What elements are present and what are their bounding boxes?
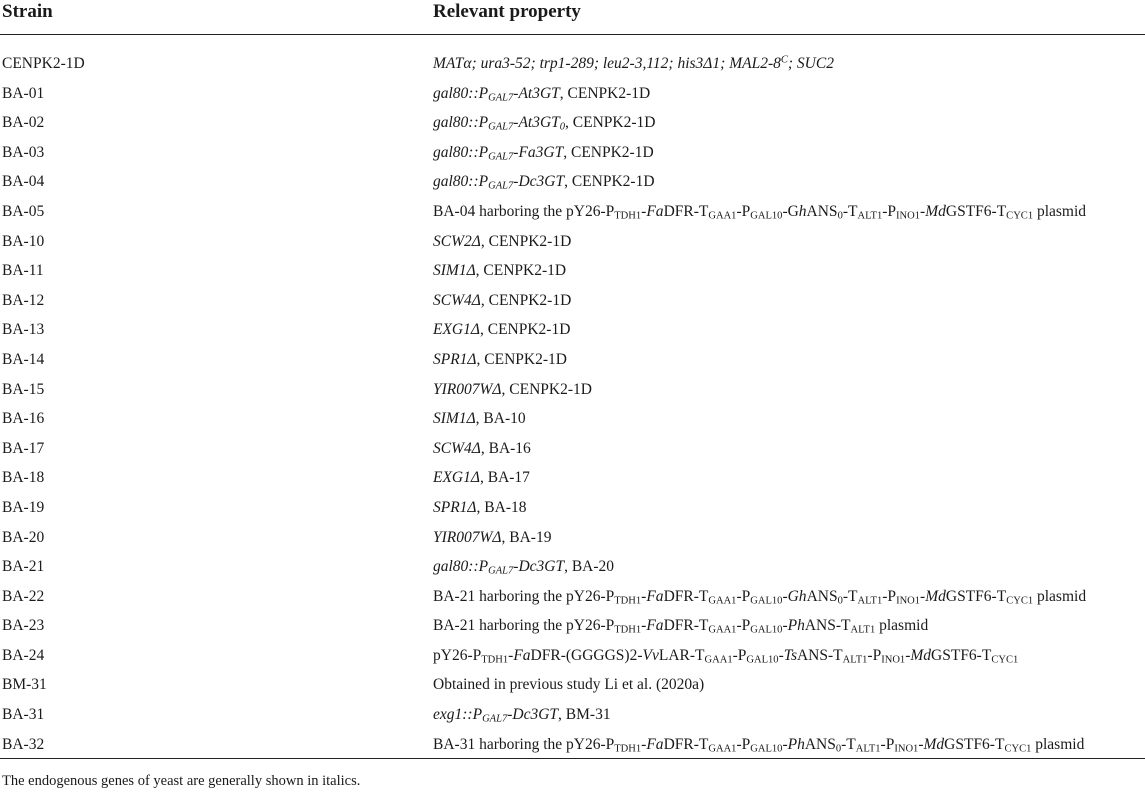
table-footnote: The endogenous genes of yeast are generally shown in italics. <box>2 773 361 789</box>
strain-cell: BA-05 <box>2 202 45 220</box>
strain-cell: CENPK2-1D <box>2 55 85 72</box>
strain-cell: BA-20 <box>2 528 45 546</box>
property-cell: YIR007WΔ, BA-19 <box>433 528 552 546</box>
strain-cell: BA-31 <box>2 706 45 724</box>
property-cell: $gal80::P_{GAL7}-Dc3GT$, BA-20 <box>433 558 615 577</box>
strain-cell: BA-01 <box>2 84 45 102</box>
table-row <box>0 434 1145 464</box>
property-cell: $exg1::P_{GAL7}-Dc3GT$, BM-31 <box>433 706 611 725</box>
table-row <box>0 463 1145 493</box>
strain-cell: BA-02 <box>2 114 45 132</box>
table-row <box>0 345 1145 375</box>
property-cell: EXG1Δ, CENPK2-1D <box>433 321 571 339</box>
property-cell: SCW2Δ, CENPK2-1D <box>433 232 572 250</box>
table-row <box>0 730 1145 760</box>
strain-cell: BA-12 <box>2 291 45 309</box>
strain-cell: BA-03 <box>2 143 45 161</box>
property-cell: Obtained in previous study Li et al. (2020a) <box>433 676 705 694</box>
property-cell: $gal80::P_{GAL7}-Fa3GT$, CENPK2-1D <box>433 143 654 163</box>
table-row <box>0 167 1145 197</box>
strain-cell: BA-15 <box>2 380 45 398</box>
table-bottom-rule <box>0 758 1145 759</box>
strain-cell: BA-04 <box>2 173 45 191</box>
table-row <box>0 552 1145 582</box>
strain-cell: BA-11 <box>2 262 44 280</box>
property-cell: $gal80::P_{GAL7}-Dc3GT$, CENPK2-1D <box>433 173 655 192</box>
property-cell: SCW4Δ, CENPK2-1D <box>433 291 572 309</box>
table-row <box>0 670 1145 700</box>
property-cell: BA-21 harboring the $pY26-P_{TDH1}-FaDFR-T_{GAA1}-P_{GAL10}-PhANS-T_{ALT1}$ plasmid <box>433 617 929 636</box>
strain-cell: BA-32 <box>2 735 45 753</box>
table-row <box>0 197 1145 227</box>
property-cell: SIM1Δ, BA-10 <box>433 410 526 428</box>
table-row <box>0 375 1145 405</box>
table-row <box>0 523 1145 553</box>
property-cell: YIR007WΔ, CENPK2-1D <box>433 380 592 398</box>
strain-cell: BA-18 <box>2 469 45 487</box>
table-row <box>0 286 1145 316</box>
table-body <box>0 49 1145 759</box>
table-row <box>0 108 1145 138</box>
property-cell: BA-31 harboring the $pY26-P_{TDH1}-FaDFR-T_{GAA1}-P_{GAL10}-PhANS_0-T_{ALT1}-P_{INO1}-MdGSTF6-T_{CYC1}$ plasmid <box>433 735 1085 755</box>
strain-cell: BA-23 <box>2 617 45 635</box>
strain-cell: BA-24 <box>2 646 45 664</box>
strain-cell: BA-22 <box>2 587 45 605</box>
strain-cell: BA-16 <box>2 410 45 428</box>
property-cell: EXG1Δ, BA-17 <box>433 469 530 487</box>
property-cell: MATα; ura3-52; trp1-289; leu2-3,112; his3Δ1; $MAL2-8^C$; SUC2 <box>433 54 834 72</box>
table-row <box>0 582 1145 612</box>
table-row <box>0 49 1145 79</box>
table-row <box>0 404 1145 434</box>
strain-cell: BM-31 <box>2 676 47 694</box>
strain-cell: BA-17 <box>2 439 45 457</box>
property-cell: SPR1Δ, BA-18 <box>433 498 527 516</box>
property-cell: SIM1Δ, CENPK2-1D <box>433 262 567 280</box>
strain-cell: BA-21 <box>2 558 45 576</box>
table-row <box>0 79 1145 109</box>
table-row <box>0 493 1145 523</box>
table-row <box>0 315 1145 345</box>
strain-cell: BA-14 <box>2 350 45 368</box>
table-row <box>0 138 1145 168</box>
property-cell: $gal80::P_{GAL7}-At3GT_0$, CENPK2-1D <box>433 114 656 133</box>
strain-cell: BA-10 <box>2 232 45 250</box>
property-cell: SCW4Δ, BA-16 <box>433 439 531 457</box>
property-cell: $pY26-P_{TDH1}-FaDFR-(GGGGS)2-VvLAR-T_{GAA1}-P_{GAL10}-TsANS-T_{ALT1}-P_{INO1}-MdGSTF6-T_{CYC1}$ <box>433 646 1019 666</box>
table-row <box>0 227 1145 257</box>
property-cell: $gal80::P_{GAL7}-At3GT$, CENPK2-1D <box>433 84 651 104</box>
table-row <box>0 256 1145 286</box>
property-cell: BA-21 harboring the $pY26-P_{TDH1}-FaDFR-T_{GAA1}-P_{GAL10}-GhANS_0-T_{ALT1}-P_{INO1}-MdGSTF6-T_{CYC1}$ plasmid <box>433 587 1087 607</box>
property-cell: SPR1Δ, CENPK2-1D <box>433 350 567 368</box>
table-row <box>0 641 1145 671</box>
strain-cell: BA-13 <box>2 321 45 339</box>
table-row <box>0 611 1145 641</box>
table-row <box>0 700 1145 730</box>
property-cell: BA-04 harboring the $pY26-P_{TDH1}-FaDFR-T_{GAA1}-P_{GAL10}-GhANS_0-T_{ALT1}-P_{INO1}-MdGSTF6-T_{CYC1}$ plasmid <box>433 202 1087 222</box>
table-header-row <box>0 0 1145 35</box>
header-strain: Strain <box>2 1 53 22</box>
header-relevant-property: Relevant property <box>433 1 581 22</box>
strain-cell: BA-19 <box>2 498 45 516</box>
